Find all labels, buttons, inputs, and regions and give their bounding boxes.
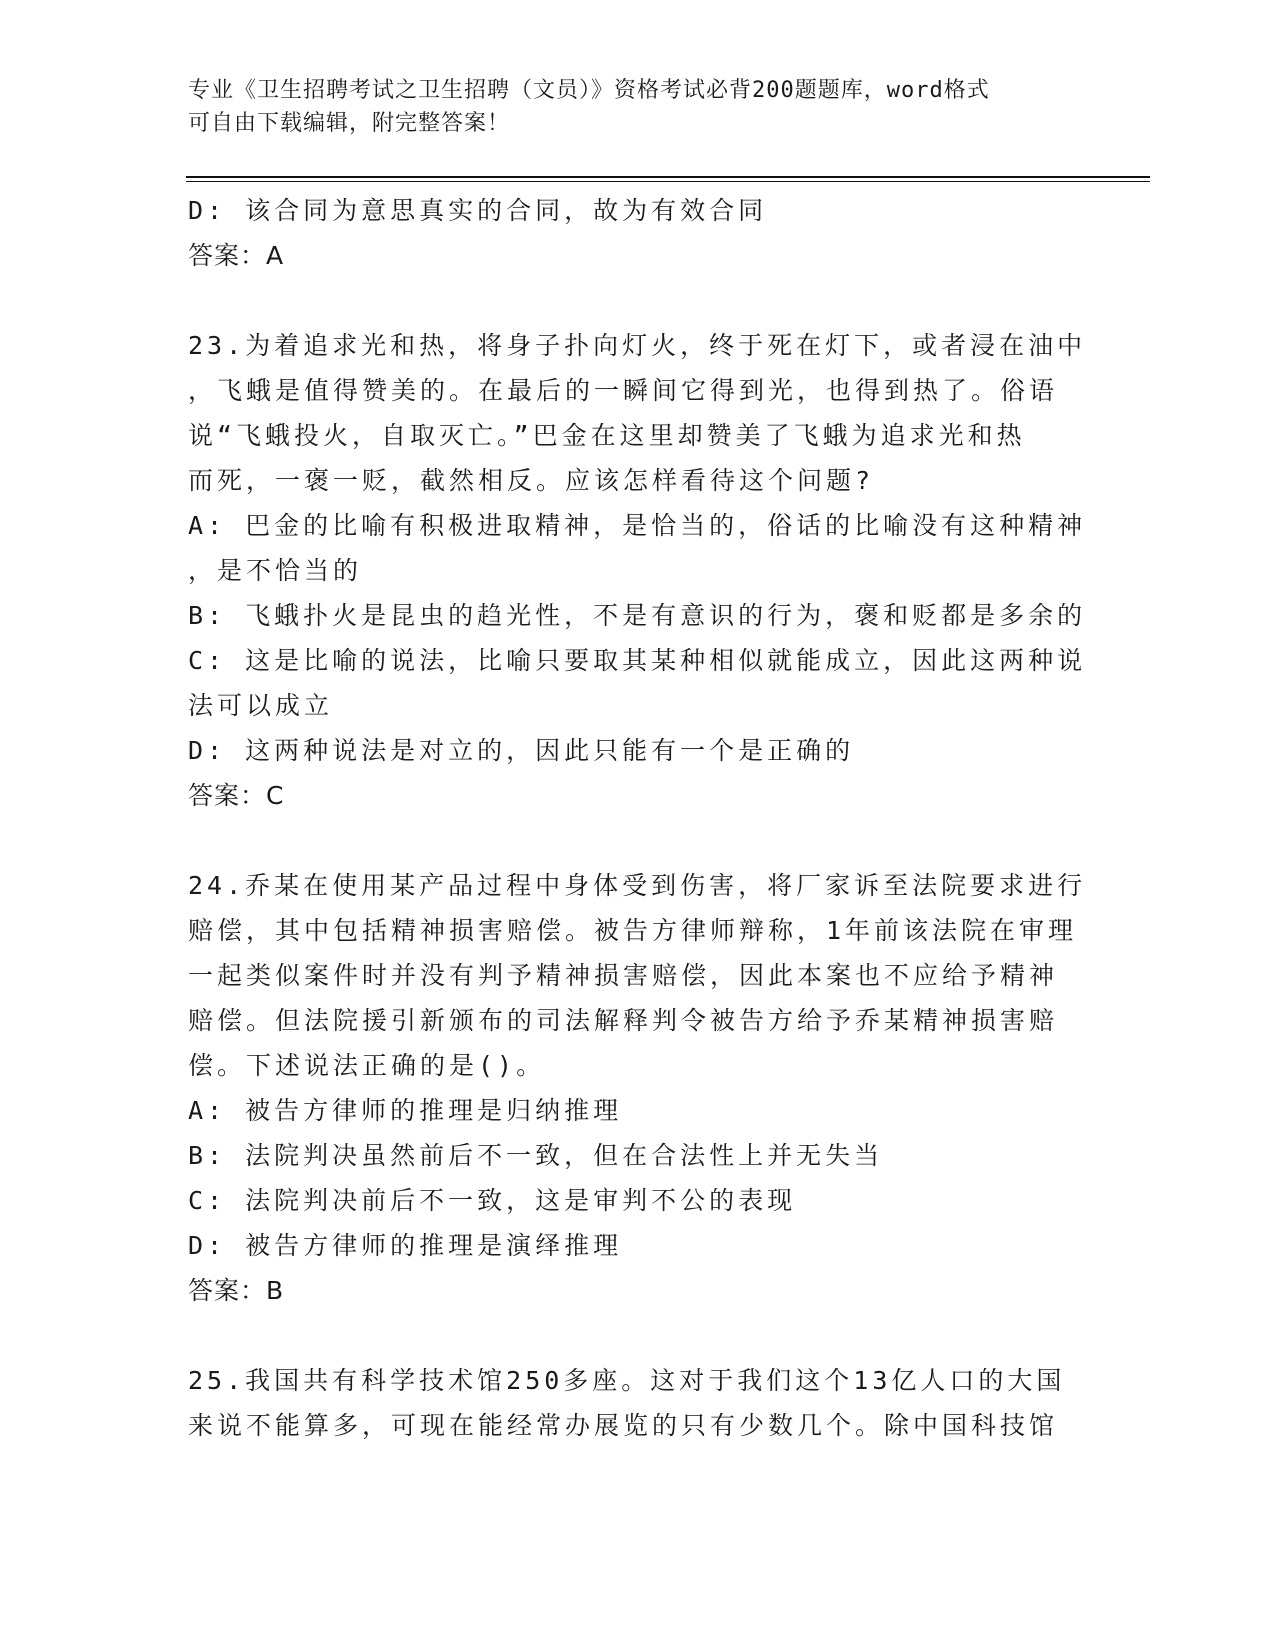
- option-a: A: 巴金的比喻有积极进取精神，是恰当的，俗话的比喻没有这种精神: [188, 511, 1087, 540]
- spacer: [188, 818, 1088, 863]
- option-b: B: 飞蛾扑火是昆虫的趋光性，不是有意识的行为，褒和贬都是多余的: [188, 601, 1087, 630]
- option-c-continued: 法可以成立: [188, 691, 334, 720]
- question-stem-line: 一起类似案件时并没有判予精神损害赔偿，因此本案也不应给予精神: [188, 961, 1059, 990]
- question-stem-line: 来说不能算多，可现在能经常办展览的只有少数几个。除中国科技馆: [188, 1411, 1059, 1440]
- question-stem-line: 而死，一褒一贬，截然相反。应该怎样看待这个问题?: [188, 466, 875, 495]
- option-a-continued: ，是不恰当的: [188, 556, 363, 585]
- option-b: B: 法院判决虽然前后不一致，但在合法性上并无失当: [188, 1141, 884, 1170]
- question-stem-line: 25.我国共有科学技术馆250多座。这对于我们这个13亿人口的大国: [188, 1366, 1066, 1395]
- header-line-1: 专业《卫生招聘考试之卫生招聘（文员）》资格考试必背200题题库，word格式: [188, 78, 990, 103]
- question-25: [188, 1358, 1088, 1448]
- answer: 答案：C: [188, 781, 285, 810]
- question-24: [188, 863, 1088, 1313]
- question-stem-line: 赔偿，其中包括精神损害赔偿。被告方律师辩称，1年前该法院在审理: [188, 916, 1078, 945]
- option-d: D: 被告方律师的推理是演绎推理: [188, 1231, 623, 1260]
- question-23: [188, 323, 1088, 818]
- option-d: D: 该合同为意思真实的合同，故为有效合同: [188, 196, 768, 225]
- spacer: [188, 1313, 1088, 1358]
- question-stem-line: 23.为着追求光和热，将身子扑向灯火，终于死在灯下，或者浸在油中: [188, 331, 1087, 360]
- header-divider-thin: [186, 181, 1150, 182]
- spacer: [188, 278, 1088, 323]
- option-d: D: 这两种说法是对立的，因此只能有一个是正确的: [188, 736, 855, 765]
- question-stem-line: ，飞蛾是值得赞美的。在最后的一瞬间它得到光，也得到热了。俗语: [188, 376, 1059, 405]
- option-c: C: 这是比喻的说法，比喻只要取其某种相似就能成立，因此这两种说: [188, 646, 1087, 675]
- question-stem-line: 说“飞蛾投火，自取灭亡。”巴金在这里却赞美了飞蛾为追求光和热: [188, 421, 1026, 450]
- answer: 答案：B: [188, 1276, 285, 1305]
- question-stem-line: 赔偿。但法院援引新颁布的司法解释判令被告方给予乔某精神损害赔: [188, 1006, 1059, 1035]
- question-stem-line: 24.乔某在使用某产品过程中身体受到伤害，将厂家诉至法院要求进行: [188, 871, 1087, 900]
- option-c: C: 法院判决前后不一致，这是审判不公的表现: [188, 1186, 797, 1215]
- header-line-2: 可自由下载编辑，附完整答案！: [188, 111, 511, 136]
- answer: 答案：A: [188, 241, 285, 270]
- question-stem-line: 偿。下述说法正确的是()。: [188, 1051, 546, 1080]
- header-divider-thick: [186, 176, 1150, 178]
- option-a: A: 被告方律师的推理是归纳推理: [188, 1096, 623, 1125]
- document-header: [188, 74, 1088, 140]
- document-body: [188, 188, 1088, 1448]
- question-22-tail: [188, 188, 1088, 278]
